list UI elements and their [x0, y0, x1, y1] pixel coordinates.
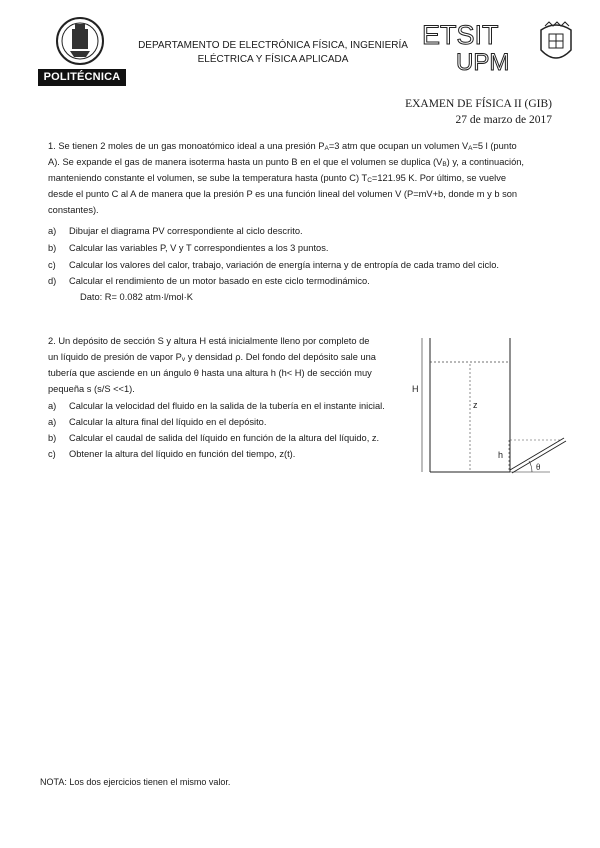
problem-1-statement: [48, 138, 556, 218]
problem-1-item-a: a) Dibujar el diagrama PV correspondiente al ciclo descrito.: [48, 226, 303, 236]
department-line-2: ELÉCTRICA Y FÍSICA APLICADA: [197, 54, 349, 65]
etsit-upm-logo: [422, 20, 510, 72]
diagram-label-H: H: [412, 384, 419, 394]
problem-1-item-c: c) Calcular los valores del calor, trabajo, variación de energía interna y de entropía de cada tramo del ciclo.: [48, 260, 499, 270]
problem-1-line-5: constantes).: [48, 205, 99, 215]
problem-2-item-b: b) Calcular el caudal de salida del líquido en función de la altura del líquido, z.: [48, 433, 380, 443]
problem-2-line-4: pequeña s (s/S <<1).: [48, 384, 135, 394]
problem-2-item-c: c) Obtener la altura del líquido en función del tiempo, z(t).: [48, 449, 296, 459]
problem-2-item-a: a) Calcular la velocidad del fluido en la salida de la tubería en el instante inicial.: [48, 401, 385, 411]
upm-logo-text: UPM: [456, 49, 510, 72]
problem-2-line-1: 2. Un depósito de sección S y altura H está inicialmente lleno por completo de: [48, 336, 370, 346]
department-line-1: DEPARTAMENTO DE ELECTRÓNICA FÍSICA, INGENIERÍA: [138, 40, 408, 51]
diagram-label-z: z: [473, 400, 478, 410]
exam-title: EXAMEN DE FÍSICA II (GIB): [405, 98, 552, 110]
politecnica-logo: POLITÉCNICA: [38, 69, 126, 86]
problem-1-line-4: desde el punto C al A de manera que la presión P es una función lineal del volumen V (P=mV+b, donde m y b son: [48, 189, 518, 199]
problem-2-line-2: un líquido de presión de vapor $P_v$ y densidad ρ. Del fondo del depósito sale una: [48, 352, 376, 363]
problem-2-item-a2: a) Calcular la altura final del líquido en el depósito.: [48, 417, 267, 427]
problem-1-item-d: d) Calcular el rendimiento de un motor basado en este ciclo termodinámico.: [48, 276, 370, 286]
diagram-label-theta: θ: [536, 462, 541, 472]
etsit-logo-text: ETSIT: [422, 20, 499, 50]
upm-crest-icon: [535, 20, 577, 68]
department-heading: [128, 39, 418, 67]
problem-2-line-3: tubería que asciende en un ángulo θ hasta una altura h (h< H) de sección muy: [48, 368, 372, 378]
exam-date: 27 de marzo de 2017: [455, 114, 552, 126]
problem-2-statement: [48, 333, 400, 397]
problem-1-item-b: b) Calcular las variables P, V y T correspondientes a los 3 puntos.: [48, 243, 329, 253]
problem-1-line-1: 1. Se tienen 2 moles de un gas monoatómico ideal a una presión $P_A=3$ atm que ocupan un volumen $V_A=5$ l (punto: [48, 141, 517, 152]
footer-note: NOTA: Los dos ejercicios tienen el mismo valor.: [40, 777, 231, 787]
problem-1-line-2: A). Se expande el gas de manera isoterma hasta un punto B en el que el volumen se duplica $(V_B)$ y, a continuación,: [48, 157, 525, 168]
tank-diagram: [410, 330, 580, 480]
diagram-label-h: h: [498, 450, 504, 460]
problem-1-data: Dato: R= 0.082 atm·l/mol·K: [80, 292, 193, 302]
problem-1-line-3: manteniendo constante el volumen, se sube la temperatura hasta (punto C) $T_C=121.95$ K. Por último, se vuelve: [48, 173, 507, 184]
upm-seal-icon: [55, 15, 105, 67]
